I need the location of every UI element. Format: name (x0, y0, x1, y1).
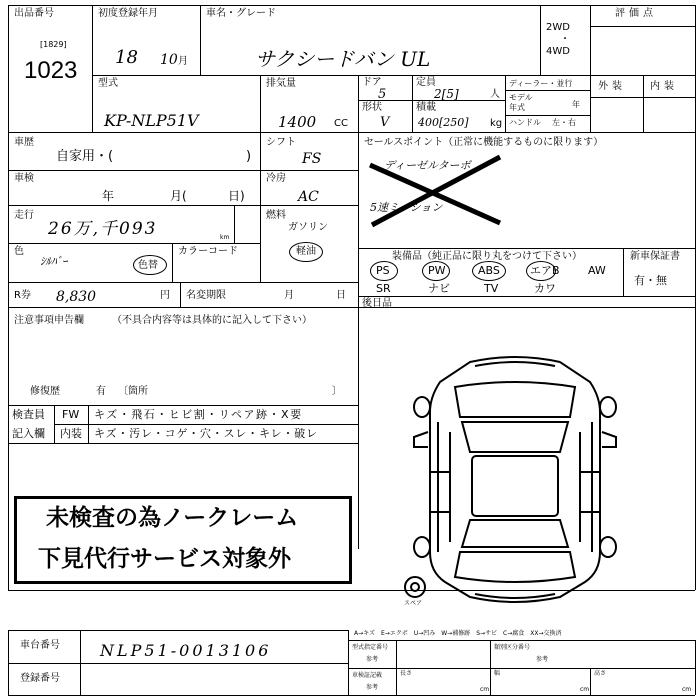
repair-open: 〔箇所 (118, 386, 148, 397)
recycle-value: 8,830 (56, 289, 97, 305)
color-value: ｼﾙﾊﾞｰ (40, 255, 68, 268)
mileage-value: 26万,千093 (48, 219, 158, 239)
shape-label: 形状 (362, 102, 382, 113)
interior-label: 内装 (650, 81, 678, 92)
chassis-value: NLP51-0013106 (100, 641, 272, 660)
cm-2: cm (580, 686, 590, 693)
rating-label: 評価点 (615, 8, 657, 19)
exterior-label: 外装 (598, 81, 626, 92)
remarks-label: 注意事項申告欄 (14, 315, 84, 326)
fw-label: FW (62, 408, 80, 421)
fuel-gasoline: ガソリン (288, 222, 328, 233)
model-type-value: KP-NLP51V (104, 111, 199, 130)
inspector-label-1: 検査員 (12, 408, 45, 421)
equip-sr: SR (376, 282, 391, 295)
inspector-label-2: 記入欄 (12, 427, 45, 440)
fuel-label: 燃料 (266, 210, 286, 221)
category-label: 類別区分番号 (494, 644, 531, 651)
notice-line-1: 未検査の為ノークレーム (46, 505, 299, 531)
remarks-hint: （不具合内容等は具体的に記入して下さい） (112, 315, 312, 326)
model-grade-label: 車名・グレード (206, 8, 276, 19)
inspection-year-unit: 年 (102, 189, 115, 203)
equip-airbag-circle (526, 261, 556, 281)
chassis-label: 車台番号 (20, 640, 60, 651)
model-type-label: 型式 (98, 78, 118, 89)
color-change: 色替 (138, 260, 158, 271)
equip-aw: AW (588, 264, 606, 277)
yen-unit: 円 (160, 290, 170, 301)
history-close: ) (246, 149, 252, 164)
fuel-diesel-circle (289, 242, 323, 262)
equip-navi: ナビ (428, 282, 450, 295)
equip-pw: PW (428, 264, 446, 277)
aftermarket-label: 後日品 (362, 298, 392, 309)
length-label: 長さ (400, 670, 413, 677)
person-unit: 人 (490, 89, 500, 100)
dealer-label: ディーラー・並行 (509, 79, 573, 88)
first-reg-year: 18 (115, 47, 138, 68)
first-reg-month: 10 (160, 52, 178, 68)
car-damage-diagram (400, 352, 630, 612)
repair-close: 〕 (332, 386, 342, 397)
damage-legend: A→キズ E→エクボ U→凹み W→補修跡 S→サビ C→腐食 XX→交換済 (354, 630, 562, 637)
sales-note-1: ディーゼルターボ (384, 159, 471, 172)
interior-items: キズ・汚レ・コゲ・穴・スレ・キレ・破レ (94, 427, 318, 440)
shift-value: FS (302, 151, 322, 167)
inspector-interior-label: 内装 (60, 427, 82, 440)
cc-unit: CC (334, 118, 348, 129)
history-value: 自家用・( (56, 149, 114, 164)
sales-note-2: 5速ミッション (370, 201, 443, 214)
displacement-label: 排気量 (266, 78, 296, 89)
height-label: 高さ (594, 670, 607, 677)
model-year-label2: 年式 (509, 103, 525, 112)
inspection-day-unit: 日) (228, 189, 245, 203)
km-unit: km (220, 234, 230, 241)
drive-4wd: 4WD (546, 46, 570, 57)
inspection-month-unit: 月( (170, 189, 187, 203)
year-unit: 年 (572, 100, 580, 109)
month-suffix: 月 (178, 56, 188, 67)
ref-3: 参考 (366, 684, 379, 691)
cert-label: 車検証記載 (352, 672, 383, 679)
warranty-label: 新車保証書 (630, 251, 680, 262)
equipment-label: 装備品（純正品に限り丸をつけて下さい） (392, 251, 582, 262)
repair-value: 有 (96, 386, 106, 397)
first-reg-label: 初度登録年月 (98, 8, 158, 19)
fuel-diesel: 軽油 (296, 246, 316, 257)
load-value: 400[250] (418, 116, 469, 129)
capacity-value: 2[5] (434, 87, 459, 101)
equip-leather: カワ (534, 282, 556, 295)
inspection-label: 車検 (14, 173, 34, 184)
deadline-month: 月 (284, 290, 294, 301)
handle-label: ハンドル (509, 118, 541, 127)
model-year-label1: モデル (509, 93, 533, 102)
lot-number: 1023 (24, 57, 78, 84)
width-label: 幅 (494, 670, 501, 677)
equip-airbag: エアB (530, 264, 560, 277)
aircon-value: AC (298, 189, 319, 205)
cm-3: cm (682, 686, 692, 693)
load-label: 積載 (416, 102, 436, 113)
spare-label: スペア (404, 600, 423, 607)
sales-cross-out-icon (360, 145, 520, 235)
drive-2wd: 2WD (546, 22, 570, 33)
lot-code: [1829] (40, 40, 67, 49)
ref-2: 参考 (536, 656, 549, 663)
equip-ps: PS (376, 264, 390, 277)
shift-label: シフト (266, 137, 296, 148)
fw-items: キズ・飛石・ヒビ割・リペア跡・X要 (94, 408, 303, 421)
deadline-label: 名変期限 (186, 290, 226, 301)
equip-abs-circle (472, 261, 506, 281)
aircon-label: 冷房 (266, 173, 286, 184)
history-label: 車歴 (14, 137, 34, 148)
cm-1: cm (480, 686, 490, 693)
equip-pw-circle (422, 261, 450, 281)
handle-options: 左・右 (552, 118, 576, 127)
color-label: 色 (14, 246, 24, 257)
sales-label: セールスポイント（正常に機能するものに限ります） (364, 137, 604, 148)
displacement-value: 1400 (278, 113, 317, 131)
equip-ps-circle (370, 261, 398, 281)
doors-value: 5 (378, 87, 387, 102)
ref-1: 参考 (366, 656, 379, 663)
equip-abs: ABS (478, 264, 500, 277)
deadline-day: 日 (336, 290, 346, 301)
lot-label: 出品番号 (14, 8, 54, 19)
repair-label: 修復歴 (30, 386, 60, 397)
reg-label: 登録番号 (20, 673, 60, 684)
color-code-label: カラーコード (178, 246, 238, 257)
shape-value: V (380, 115, 390, 130)
mileage-label: 走行 (14, 210, 34, 221)
notice-line-2: 下見代行サービス対象外 (38, 546, 291, 572)
warranty-value: 有・無 (634, 274, 667, 287)
equip-tv: TV (484, 282, 499, 295)
drive-sep: ・ (560, 34, 570, 45)
kg-unit: kg (490, 118, 503, 129)
model-grade-value: サクシードバン UL (255, 47, 431, 71)
model-ref-label: 型式指定番号 (352, 644, 389, 651)
recycle-label: R券 (14, 290, 31, 301)
color-change-circle (133, 255, 167, 275)
doors-label: ドア (362, 77, 382, 88)
capacity-label: 定員 (416, 77, 436, 88)
